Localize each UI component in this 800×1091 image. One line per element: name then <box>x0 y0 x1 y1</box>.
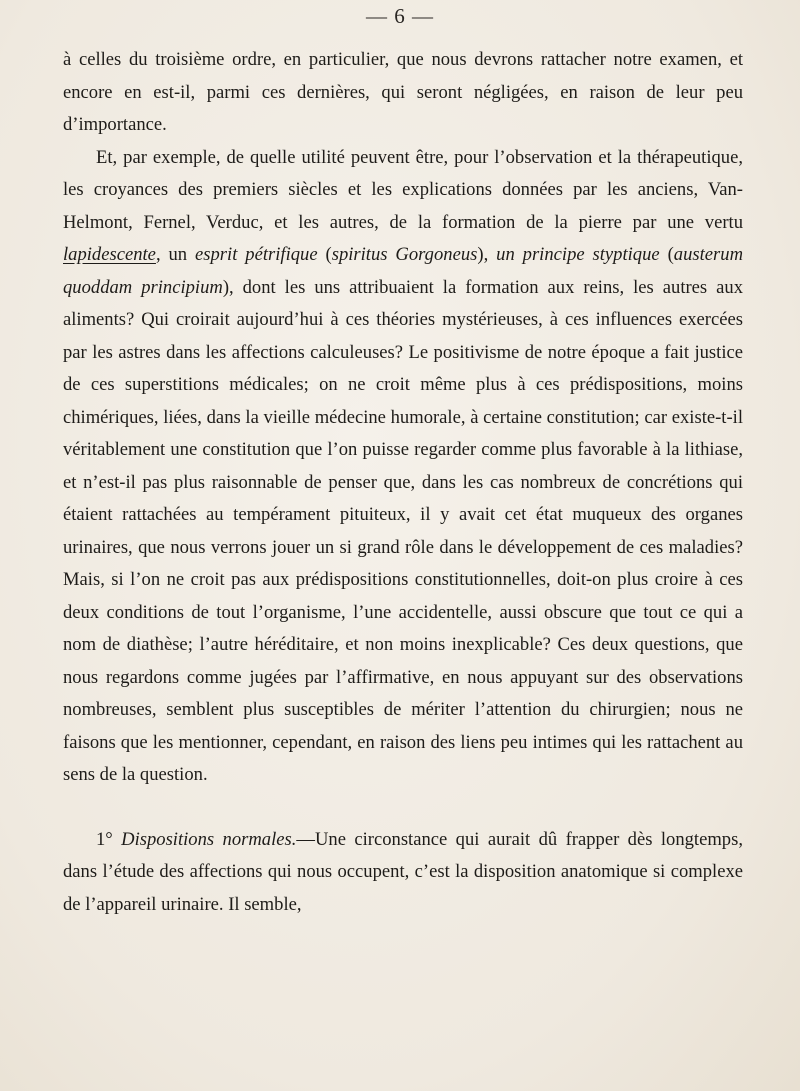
paragraph-gap <box>63 792 743 824</box>
page-number: — 6 — <box>366 4 434 28</box>
paragraph-continued: à celles du troisième ordre, en particulier, que nous devrons rattacher notre examen, et encore en est-il, parmi ces dernières, qui seront négligées, en raison de leur peu d’importance. <box>63 49 743 135</box>
term-spiritus-gorgoneus: spiritus Gorgoneus <box>331 244 478 265</box>
text-run: ), dont les uns attribuaient la formation aux reins, les autres aux aliments? Qui croirait aujourd’hui à ces théories mystérieuses, à ces influences exercées par les astres dans les affections calculeuses? Le positivisme de notre époque a fait justice de ces superstitions médicales; on ne croit même plus à ces prédispositions, moins chimériques, liées, dans la vieille médecine humorale, à certaine constitution; car existe-t-il véritablement une constitution que l’on puisse regarder comme plus favorable à la lithiase, et n’est-il pas plus raisonnable de penser que, dans les cas nombreux de concrétions qui étaient rattachées au tempérament pituiteux, il y avait cet état muqueux des organes urinaires, que nous verrons jouer un si grand rôle dans le développement de ces maladies? Mais, si l’on ne croit pas aux prédispositions constitutionnelles, doit-on plus croire à ces deux conditions de tout l’organisme, l’une accidentelle, aussi obscure que tout ce qui a nom de diathèse; l’autre héréditaire, et non moins inexplicable? Ces deux questions, que nous regardons comme jugées par l’affirmative, en nous appuyant sur des observations nombreuses, semblent plus susceptibles de mériter l’attention du chirurgien; nous ne faisons que les mentionner, cependant, en raison des liens peu intimes qui les rattachent au sens de la question. <box>63 276 743 785</box>
text-run: ( <box>659 244 674 265</box>
section-body: Une circonstance qui aurait dû frapper dès longtemps, dans l’étude des affections qui nous occupent, c’est la disposition anatomique si complexe de l’appareil urinaire. Il semble, <box>63 828 743 915</box>
text-run: Et, par exemple, de quelle utilité peuvent être, pour l’observation et la thérapeutique, les croyances des premiers siècles et les explications données par les anciens, Van-Helmont, Fernel, Verduc, et les autres, de la formation de la pierre par une vertu <box>63 146 743 233</box>
section-heading: Dispositions normales. <box>121 828 297 850</box>
body-text <box>63 44 743 921</box>
text-run: , un <box>155 244 196 265</box>
section-dash: — <box>296 828 315 850</box>
term-austerum: austerum quoddam principium <box>63 244 743 298</box>
term-principe-styptique: un principe styptique <box>496 244 660 265</box>
paragraph-main <box>63 142 743 792</box>
section-paragraph <box>63 824 743 922</box>
text-run: ( <box>317 244 332 265</box>
section-number: 1° <box>96 828 113 850</box>
term-lapidescente: lapidescente <box>63 244 156 265</box>
term-esprit-petrifique: esprit pétrifique <box>195 244 318 265</box>
text-run: ), <box>477 244 497 265</box>
